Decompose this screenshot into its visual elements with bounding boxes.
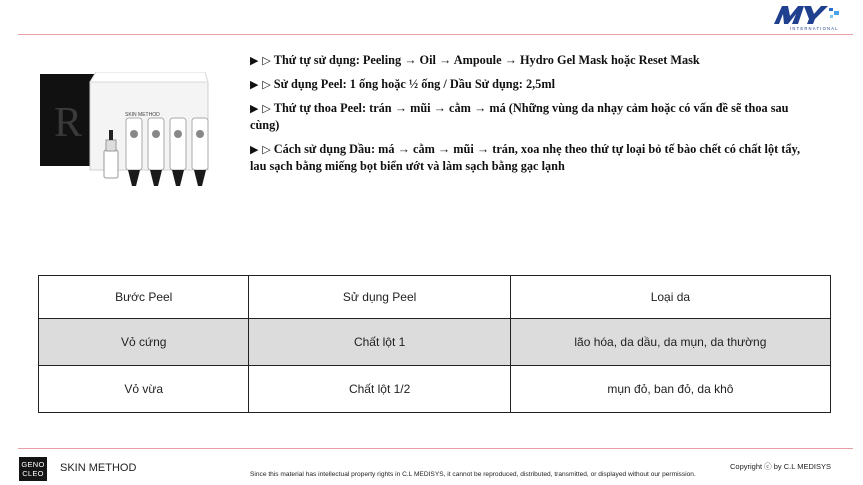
usage-instructions <box>250 52 810 182</box>
product-kit-image <box>40 72 210 202</box>
copyright-label: Copyright ⓒ by C.L MEDISYS <box>730 462 832 471</box>
cell-peel-usage: Chất lột 1/2 <box>249 366 510 413</box>
footer-brand: SKIN METHOD <box>60 462 137 474</box>
play-arrow-icon: ▶ ▷ <box>250 143 271 156</box>
cell-skin-type: mụn đỏ, ban đỏ, da khô <box>510 366 830 413</box>
instruction-usage-order: ▶ ▷ Thứ tự sử dụng: Peeling → Oil → Ampoule → Hydro Gel Mask hoặc Reset Mask <box>250 53 700 67</box>
header-skin-type: Loại da <box>510 276 830 319</box>
table-header-row <box>39 276 831 319</box>
table-row <box>39 366 831 413</box>
table-row <box>39 319 831 366</box>
cell-peel-usage: Chất lột 1 <box>249 319 510 366</box>
logo-subtext: INTERNATIONAL <box>790 26 839 31</box>
play-arrow-icon: ▶ ▷ <box>250 102 271 115</box>
product-box-letter: R <box>54 100 83 146</box>
copyright-notice: Since this material has intellectual property rights in C.L MEDISYS, it cannot be reproduced, distributed, transmitted, or displayed without our permission. <box>250 471 696 478</box>
peel-table <box>38 275 831 413</box>
product-box-label: SKIN METHOD <box>125 112 160 118</box>
cell-peel-step: Vỏ vừa <box>39 366 249 413</box>
play-arrow-icon: ▶ ▷ <box>250 78 271 91</box>
bottom-divider <box>18 448 853 449</box>
cell-peel-step: Vỏ cứng <box>39 319 249 366</box>
play-arrow-icon: ▶ ▷ <box>250 54 271 67</box>
instruction-oil-method: ▶ ▷ Cách sử dụng Dầu: má → cằm → mũi → trán, xoa nhẹ theo thứ tự loại bỏ tế bào chết có chất lột tẩy, lau sạch bằng miếng bọt biển ướt và làm sạch bằng gạc lạnh <box>250 142 801 173</box>
instruction-peel-order: ▶ ▷ Thứ tự thoa Peel: trán → mũi → cằm → má (Những vùng da nhạy cảm hoặc có vấn đề sẽ thoa sau cùng) <box>250 101 789 132</box>
cell-skin-type: lão hóa, da dầu, da mụn, da thường <box>510 319 830 366</box>
header-peel-usage: Sử dụng Peel <box>249 276 510 319</box>
geno-logo: GENO CLEO <box>19 457 47 481</box>
header-peel-step: Bước Peel <box>39 276 249 319</box>
instruction-peel-amount: ▶ ▷ Sử dụng Peel: 1 ống hoặc ½ ống / Dầu Sử dụng: 2,5ml <box>250 77 555 91</box>
top-divider <box>18 34 853 35</box>
my-international-logo <box>770 2 852 32</box>
